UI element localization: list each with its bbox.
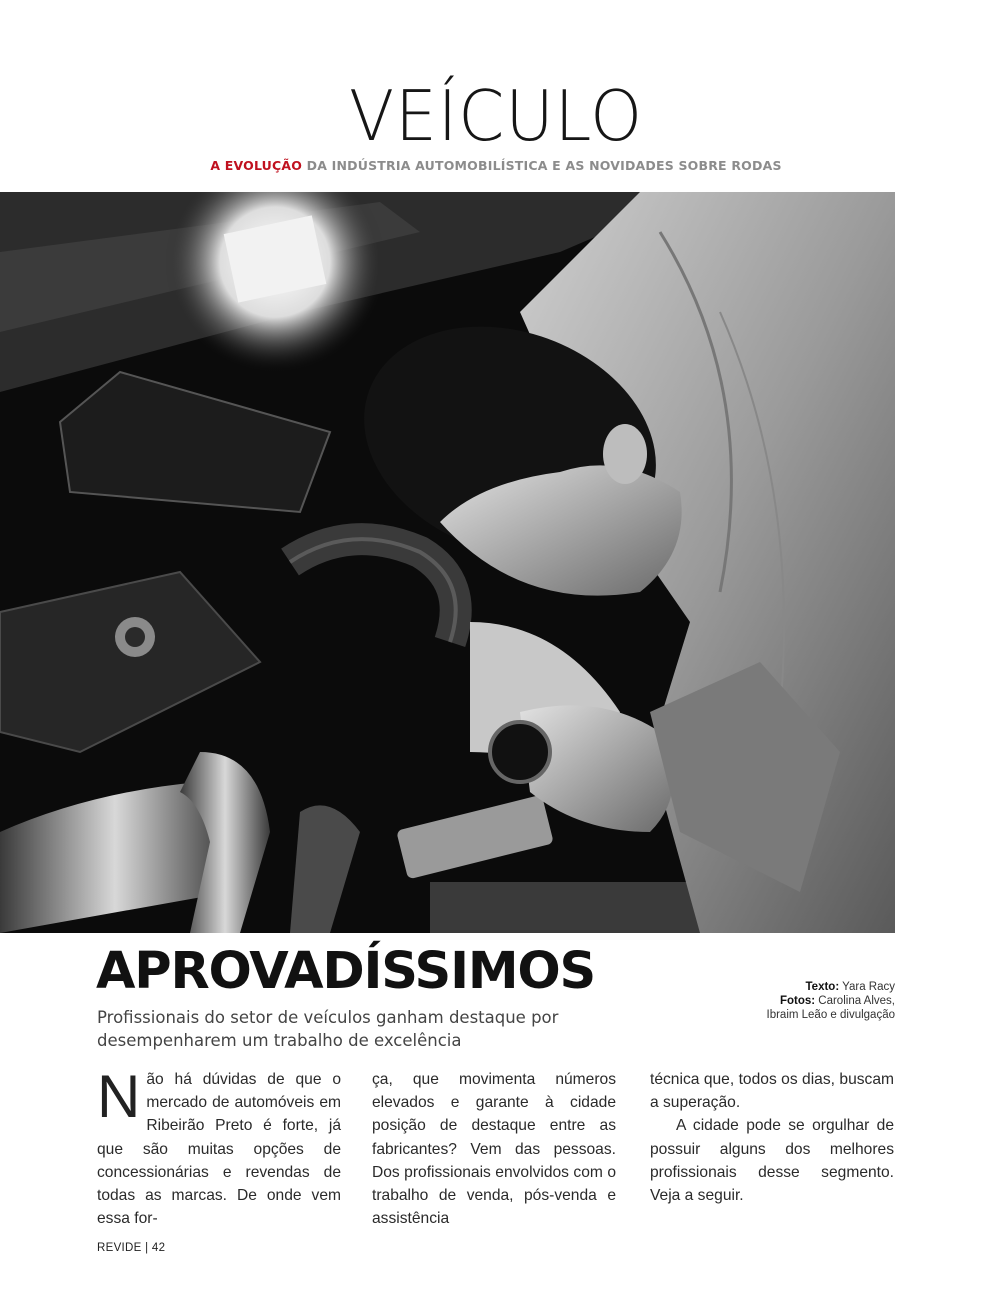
hero-photo [0, 192, 895, 933]
subtitle-rest: DA INDÚSTRIA AUTOMOBILÍSTICA E AS NOVIDADES SOBRE RODAS [302, 158, 782, 173]
drop-cap: N [97, 1063, 141, 1130]
article-credits [767, 980, 896, 1022]
credit-text-author: Yara Racy [842, 981, 895, 993]
body-column-3 [650, 1068, 894, 1207]
body-text-1: ão há dúvidas de que o mercado de automóveis em Ribeirão Preto é forte, já que são muitas opções de concessionárias e revendas de todas as marcas. De onde vem essa for- [97, 1071, 341, 1228]
credit-text-label: Texto: [805, 981, 840, 993]
body-text-3b: A cidade pode se orgulhar de possuir alguns dos melhores profissionais desse segmento. Veja a seguir. [650, 1117, 894, 1205]
section-subtitle [0, 158, 992, 173]
subtitle-accent: A EVOLUÇÃO [210, 158, 303, 173]
body-text-3a: técnica que, todos os dias, buscam a superação. [650, 1071, 894, 1112]
body-text-2: ça, que movimenta números elevados e garante à cidade posição de destaque entre as fabricantes? Vem das pessoas. Dos profissionais envolvidos com o trabalho de venda, pós-venda e assistência [372, 1071, 616, 1228]
credit-photo-authors-2: Ibraim Leão e divulgação [766, 1009, 895, 1021]
section-title: VEÍCULO [348, 76, 644, 157]
page-folio: REVIDE | 42 [97, 1242, 166, 1254]
body-column-1 [97, 1063, 341, 1230]
body-column-2 [372, 1068, 616, 1230]
credit-photo-authors-1: Carolina Alves, [818, 995, 895, 1007]
article-headline: APROVADÍSSIMOS [96, 942, 596, 1001]
article-deck: Profissionais do setor de veículos ganham destaque por desempenharem um trabalho de excelência [97, 1008, 559, 1050]
credit-photo-label: Fotos: [779, 995, 816, 1007]
